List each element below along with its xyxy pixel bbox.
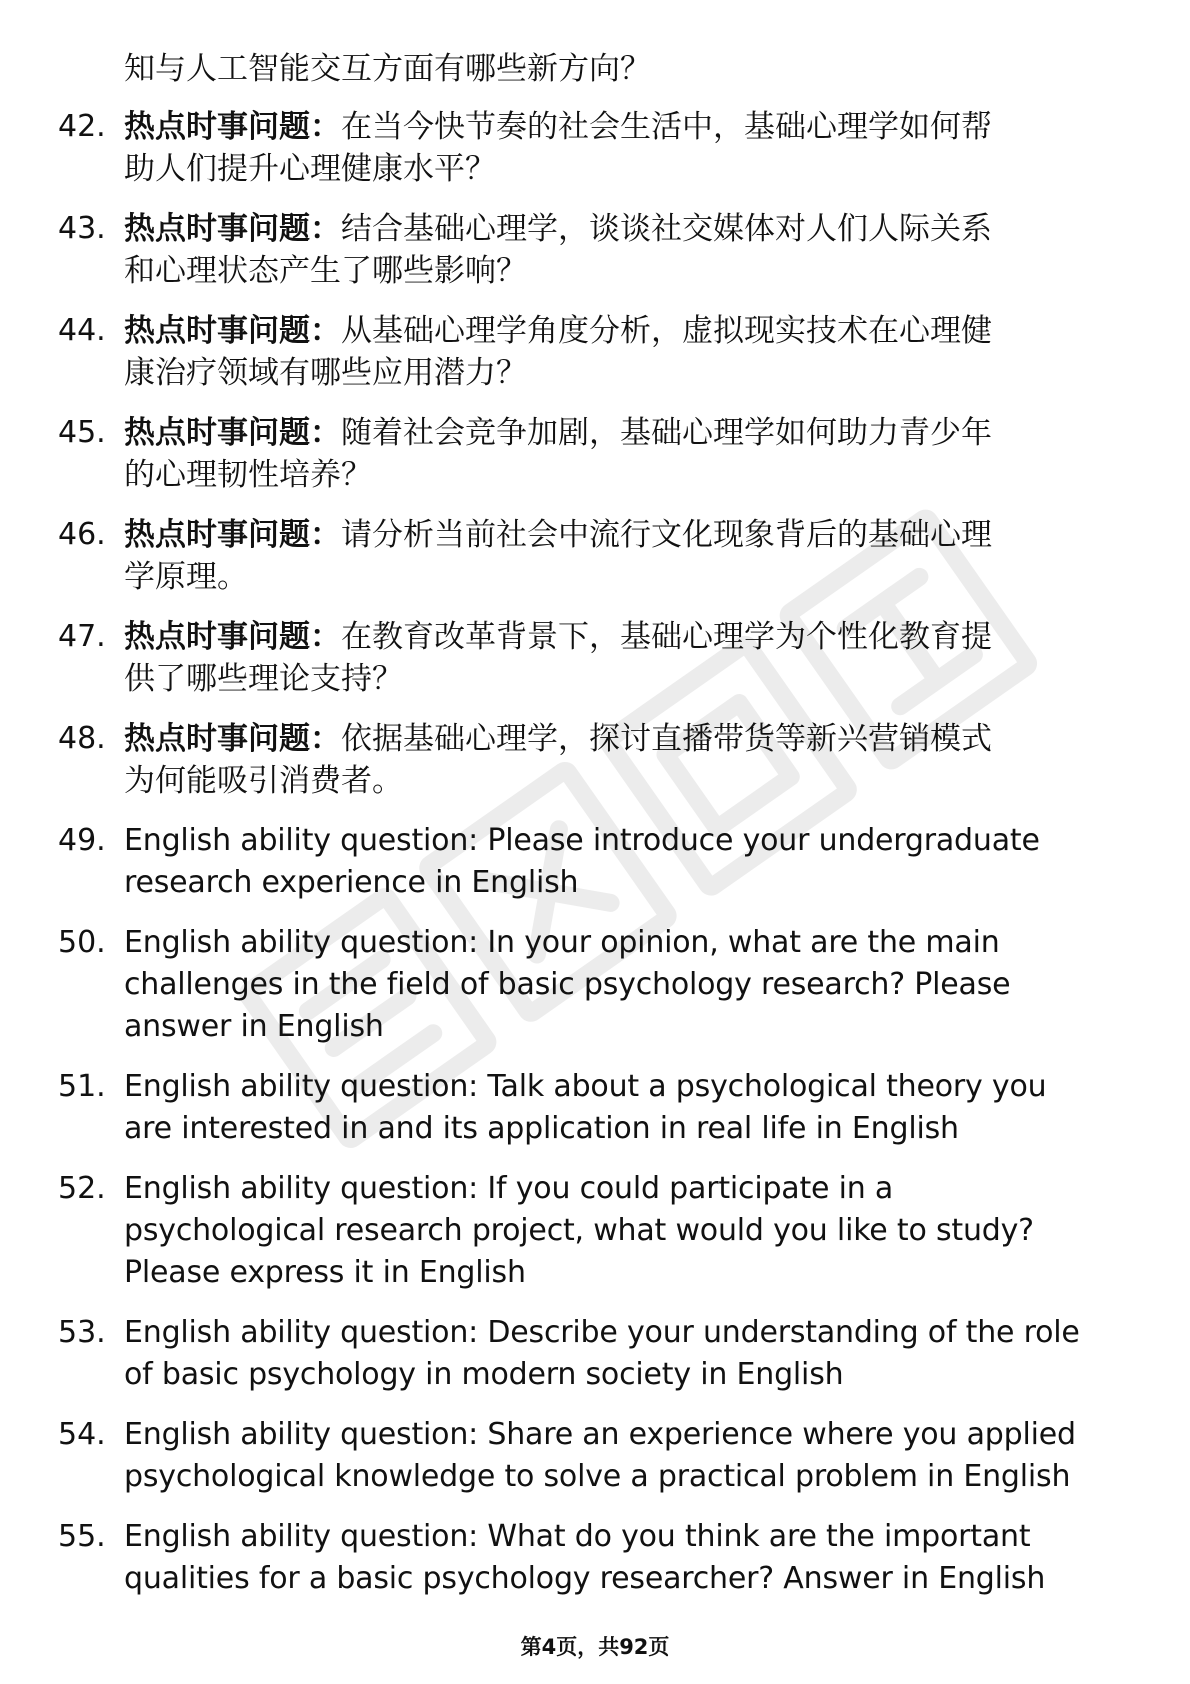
question-number: 52. (58, 1171, 106, 1206)
question-line: are interested in and its application in real life in English (124, 1111, 959, 1146)
question-text (124, 616, 1124, 700)
question-text (124, 1312, 1124, 1396)
question-text (124, 208, 1124, 292)
question-line (124, 106, 1124, 148)
question-line-text: 依据基础心理学，探讨直播带货等新兴营销模式 (341, 721, 992, 757)
question-text (124, 412, 1124, 496)
question-line: challenges in the field of basic psychology research? Please (124, 967, 1011, 1002)
question-text (124, 106, 1124, 190)
question-text (124, 1066, 1124, 1150)
continuation-line: 知与人工智能交互方面有哪些新方向？ (124, 51, 651, 87)
question-item (58, 1312, 1128, 1396)
question-item (58, 820, 1128, 904)
question-line (124, 514, 1124, 556)
question-item (58, 718, 1128, 802)
question-line-text: 结合基础心理学，谈谈社交媒体对人们人际关系 (341, 211, 992, 247)
question-number: 46. (58, 517, 106, 552)
question-line-text: 从基础心理学角度分析，虚拟现实技术在心理健 (341, 313, 992, 349)
question-line: English ability question: What do you think are the important (124, 1519, 1031, 1554)
question-number: 44. (58, 313, 106, 348)
question-line: qualities for a basic psychology researcher? Answer in English (124, 1561, 1046, 1596)
question-text (124, 820, 1124, 904)
question-label: 热点时事问题： (124, 415, 341, 451)
question-line: English ability question: If you could participate in a (124, 1171, 894, 1206)
question-line: English ability question: Share an experience where you applied (124, 1417, 1076, 1452)
question-line: research experience in English (124, 865, 579, 900)
question-line: 供了哪些理论支持？ (124, 661, 403, 697)
question-line: answer in English (124, 1009, 384, 1044)
question-text (124, 514, 1124, 598)
question-line-text: 随着社会竞争加剧，基础心理学如何助力青少年 (341, 415, 992, 451)
page-number-footer: 第4页，共92页 (520, 1635, 670, 1659)
question-number: 42. (58, 109, 106, 144)
question-text (124, 1516, 1124, 1600)
question-number: 55. (58, 1519, 106, 1554)
question-number: 45. (58, 415, 106, 450)
question-text (124, 310, 1124, 394)
question-line: 的心理韧性培养？ (124, 457, 372, 493)
question-text (124, 1168, 1124, 1294)
question-line: psychological research project, what would you like to study? (124, 1213, 1034, 1248)
question-line (124, 412, 1124, 454)
question-label: 热点时事问题： (124, 721, 341, 757)
question-line: English ability question: Describe your understanding of the role (124, 1315, 1080, 1350)
question-line: 助人们提升心理健康水平？ (124, 151, 496, 187)
question-line-text: 在当今快节奏的社会生活中，基础心理学如何帮 (341, 109, 992, 145)
question-line: psychological knowledge to solve a practical problem in English (124, 1459, 1071, 1494)
question-number: 43. (58, 211, 106, 246)
question-line: of basic psychology in modern society in English (124, 1357, 844, 1392)
question-list (58, 48, 1128, 1618)
question-item (58, 1066, 1128, 1150)
question-label: 热点时事问题： (124, 313, 341, 349)
question-item (58, 1516, 1128, 1600)
question-number: 48. (58, 721, 106, 756)
question-item (58, 616, 1128, 700)
question-line (124, 718, 1124, 760)
question-line (124, 616, 1124, 658)
question-item (58, 106, 1128, 190)
question-number: 50. (58, 925, 106, 960)
question-item (58, 1168, 1128, 1294)
question-line (124, 208, 1124, 250)
question-text (124, 718, 1124, 802)
question-label: 热点时事问题： (124, 109, 341, 145)
question-line: Please express it in English (124, 1255, 526, 1290)
question-text (124, 1414, 1124, 1498)
question-number: 51. (58, 1069, 106, 1104)
question-line-text: 在教育改革背景下，基础心理学为个性化教育提 (341, 619, 992, 655)
question-number: 47. (58, 619, 106, 654)
question-text (124, 922, 1124, 1048)
question-line: English ability question: Please introduce your undergraduate (124, 823, 1040, 858)
question-line: 和心理状态产生了哪些影响？ (124, 253, 527, 289)
question-item (58, 922, 1128, 1048)
question-item (58, 514, 1128, 598)
question-label: 热点时事问题： (124, 517, 341, 553)
question-item (58, 1414, 1128, 1498)
question-number: 53. (58, 1315, 106, 1350)
question-item (58, 412, 1128, 496)
question-line: English ability question: Talk about a psychological theory you (124, 1069, 1047, 1104)
question-line: 康治疗领域有哪些应用潜力？ (124, 355, 527, 391)
question-label: 热点时事问题： (124, 211, 341, 247)
question-line: 为何能吸引消费者。 (124, 763, 403, 799)
question-line-text: 请分析当前社会中流行文化现象背后的基础心理 (341, 517, 992, 553)
question-line (124, 310, 1124, 352)
question-number: 54. (58, 1417, 106, 1452)
question-item (58, 310, 1128, 394)
question-item (58, 208, 1128, 292)
question-label: 热点时事问题： (124, 619, 341, 655)
question-line: 学原理。 (124, 559, 248, 595)
question-line: English ability question: In your opinion, what are the main (124, 925, 1000, 960)
question-number: 49. (58, 823, 106, 858)
